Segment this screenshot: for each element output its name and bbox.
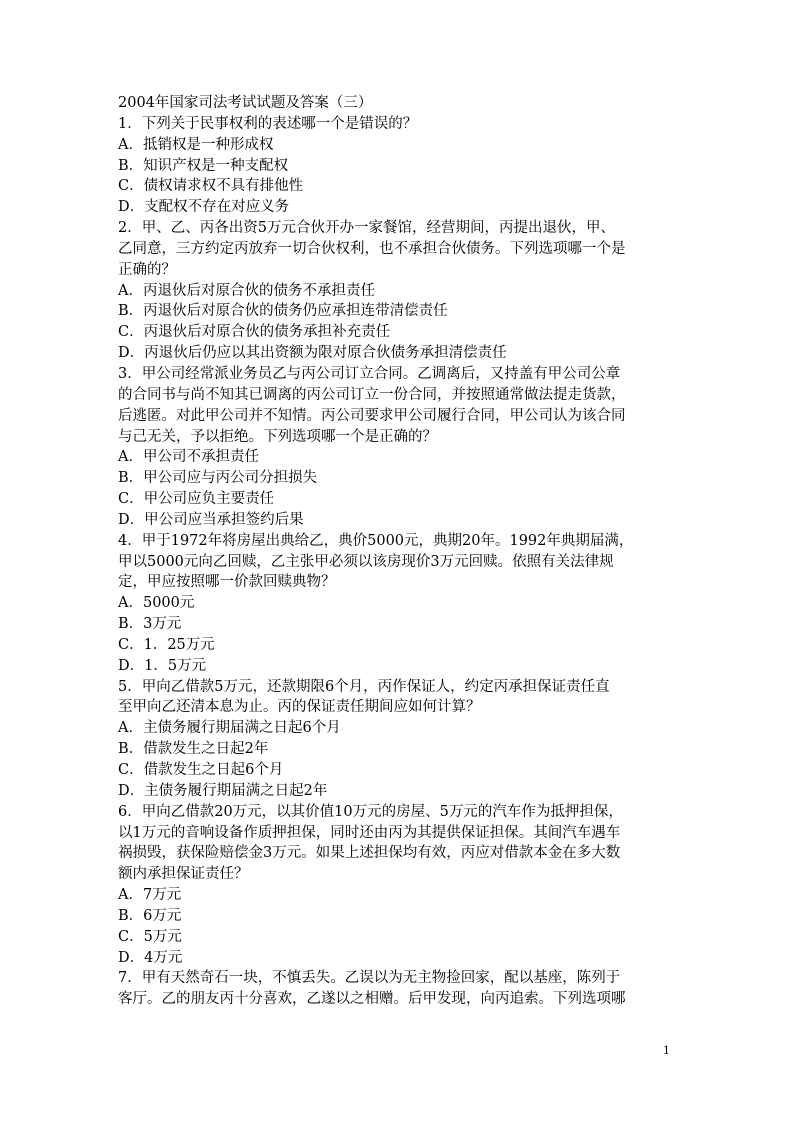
text-line: D．甲公司应当承担签约后果 [118,511,304,528]
text-line: A．5000元 [118,595,195,612]
text-line: C．借款发生之日起6个月 [118,762,284,778]
text-line: C．1．25万元 [118,636,215,653]
text-line: 5．甲向乙借款5万元，还款期限6个月，丙作保证人，约定丙承担保证责任直 [118,678,610,695]
text-line: 至甲向乙还清本息为止。丙的保证责任期间应如何计算？ [118,699,481,716]
text-line: 定，甲应按照哪一价款回赎典物？ [118,574,336,591]
text-line: 以1万元的音响设备作质押担保，同时还由丙为其提供保证担保。其间汽车遇车 [118,824,621,841]
text-line: 与己无关，予以拒绝。下列选项哪一个是正确的？ [118,428,437,445]
text-line: C．甲公司应负主要责任 [118,491,275,508]
text-line: B．6万元 [118,907,182,924]
text-line: C．债权请求权不具有排他性 [118,178,304,195]
text-line: A．抵销权是一种形成权 [118,136,274,153]
text-line: 额内承担保证责任？ [118,866,249,883]
text-line: B．借款发生之日起2年 [118,741,269,758]
text-line: A．甲公司不承担责任 [118,449,259,466]
text-line: B．丙退伙后对原合伙的债务仍应承担连带清偿责任 [118,303,448,320]
text-line: B．甲公司应与丙公司分担损失 [118,470,318,487]
text-line: 2．甲、乙、丙各出资5万元合伙开办一家餐馆，经营期间，丙提出退伙，甲、 [118,220,615,237]
text-line: C．丙退伙后对原合伙的债务承担补充责任 [118,324,391,341]
document-body [118,93,678,1010]
text-line: 甲以5000元向乙回赎，乙主张甲必须以该房现价3万元回赎。依照有关法律规 [118,553,614,570]
text-line: A．丙退伙后对原合伙的债务不承担责任 [118,282,375,299]
page-number: 1 [663,1044,670,1057]
text-line: D．1．5万元 [118,657,207,674]
text-line: A．7万元 [118,887,182,904]
text-line: 后逃匿。对此甲公司并不知情。丙公司要求甲公司履行合同，甲公司认为该合同 [118,407,626,424]
text-line: D．丙退伙后仍应以其出资额为限对原合伙债务承担清偿责任 [118,345,507,362]
text-line: D．4万元 [118,949,183,966]
text-line: 3．甲公司经常派业务员乙与丙公司订立合同。乙调离后，又持盖有甲公司公章 [118,365,621,382]
text-line: 客厅。乙的朋友丙十分喜欢，乙遂以之相赠。后甲发现，向丙追索。下列选项哪 [118,991,626,1008]
text-line: 7．甲有天然奇石一块，不慎丢失。乙误以为无主物捡回家，配以基座，陈列于 [118,970,621,987]
text-line: 的合同书与尚不知其已调离的丙公司订立一份合同，并按照通常做法提走货款， [118,386,626,403]
document-lines [118,114,678,1010]
text-line: 祸损毁，获保险赔偿金3万元。如果上述担保均有效，丙应对借款本金在多大数 [118,845,621,862]
text-line: D．主债务履行期届满之日起2年 [118,782,328,799]
document-title: 2004年国家司法考试试题及答案（三） [118,95,373,111]
text-line: 6．甲向乙借款20万元，以其价值10万元的房屋、5万元的汽车作为抵押担保， [118,803,623,820]
text-line: 正确的？ [118,261,176,278]
text-line: 1．下列关于民事权利的表述哪一个是错误的？ [118,115,418,132]
text-line: D．支配权不存在对应义务 [118,199,290,216]
text-line: B．知识产权是一种支配权 [118,157,289,174]
text-line: B．3万元 [118,616,182,633]
text-line: A．主债务履行期届满之日起6个月 [118,720,341,737]
text-line: 乙同意，三方约定丙放弃一切合伙权利，也不承担合伙债务。下列选项哪一个是 [118,240,626,257]
text-line: C．5万元 [118,928,182,945]
text-line: 4．甲于1972年将房屋出典给乙，典价5000元，典期20年。1992年典期届满， [118,532,634,549]
